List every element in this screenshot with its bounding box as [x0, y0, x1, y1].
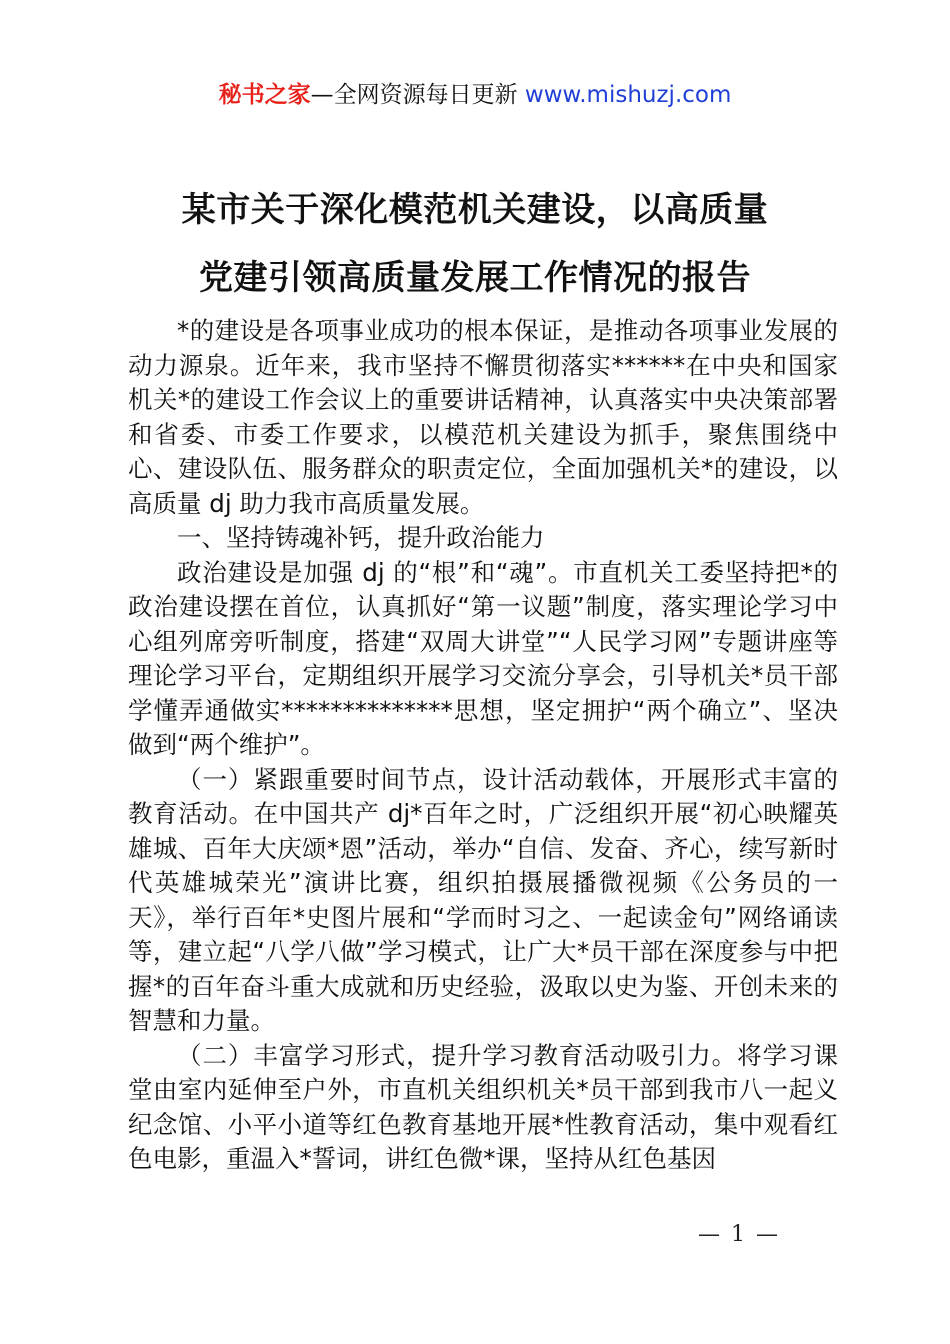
- page-number: — 1 —: [698, 1222, 780, 1247]
- document-body: [128, 314, 838, 1177]
- subsection-paragraph: （一）紧跟重要时间节点，设计活动载体，开展形式丰富的教育活动。在中国共产 dj*百年之时，广泛组织开展“初心映耀英雄城、百年大庆颂*恩”活动，举办“自信、发奋、齐心，续写新时代英雄城荣光”演讲比赛，组织拍摄展播微视频《公务员的一天》，举行百年*史图片展和“学而时习之、一起读金句”网络诵读等，建立起“八学八做”学习模式，让广大*员干部在深度参与中把握*的百年奋斗重大成就和历史经验，汲取以史为鉴、开创未来的智慧和力量。: [128, 764, 838, 1035]
- section-heading: 一、坚持铸魂补钙，提升政治能力: [177, 523, 545, 552]
- brand-name: 秘书之家: [218, 82, 311, 108]
- body-paragraph: 政治建设是加强 dj 的“根”和“魂”。市直机关工委坚持把*的政治建设摆在首位，认真抓好“第一议题”制度，落实理论学习中心组列席旁听制度，搭建“双周大讲堂”“人民学习网”专题讲座等理论学习平台，定期组织开展学习交流分享会，引导机关*员干部学懂弄通做实**************思想，坚定拥护“两个确立”、坚决做到“两个维护”。: [128, 557, 838, 759]
- intro-paragraph: *的建设是各项事业成功的根本保证，是推动各项事业发展的动力源泉。近年来，我市坚持不懈贯彻落实******在中央和国家机关*的建设工作会议上的重要讲话精神，认真落实中央决策部署和省委、市委工作要求，以模范机关建设为抓手，聚焦围绕中心、建设队伍、服务群众的职责定位，全面加强机关*的建设，以高质量 dj 助力我市高质量发展。: [128, 316, 838, 518]
- document-title-line-2: 党建引领高质量发展工作情况的报告: [199, 258, 751, 298]
- site-url-link[interactable]: www.mishuzj.com: [524, 82, 732, 108]
- site-header: [0, 78, 950, 112]
- subsection-paragraph: （二）丰富学习形式，提升学习教育活动吸引力。将学习课堂由室内延伸至户外，市直机关组织机关*员干部到我市八一起义纪念馆、小平小道等红色教育基地开展*性教育活动，集中观看红色电影，重温入*誓词，讲红色微*课，坚持从红色基因: [128, 1040, 838, 1173]
- header-tagline: —全网资源每日更新: [310, 82, 525, 108]
- document-title-line-1: 某市关于深化模范机关建设，以高质量: [181, 190, 769, 230]
